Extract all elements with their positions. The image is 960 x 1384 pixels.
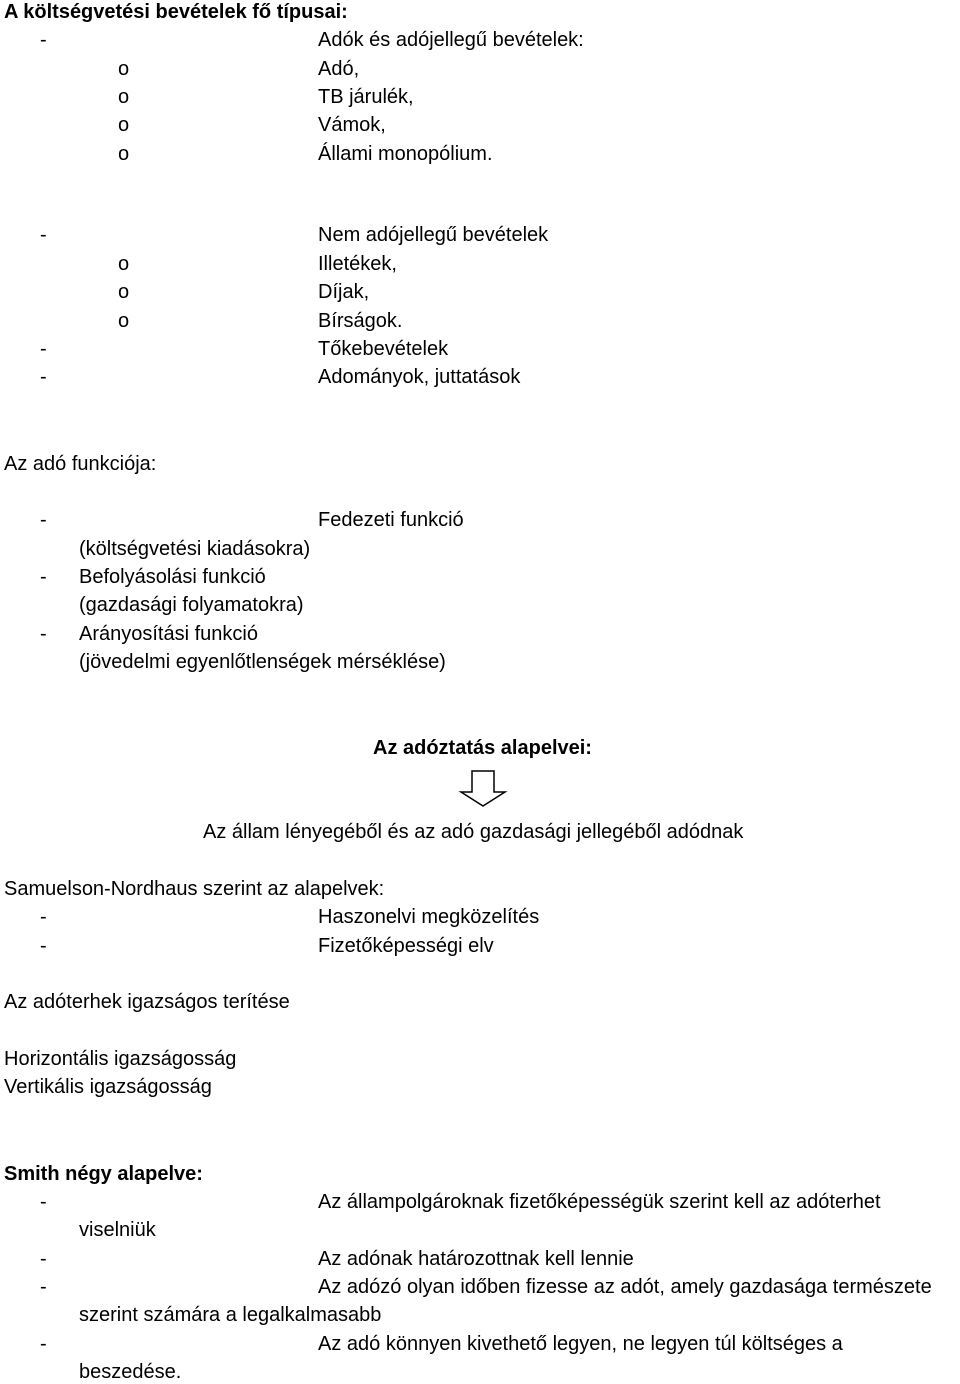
list-item-continuation: viselniük [79, 1219, 156, 1241]
list-item: Az adónak határozottnak kell lennie [318, 1248, 634, 1270]
list-item: Arányosítási funkció [79, 623, 258, 645]
horizontal-equity: Horizontális igazságosság [4, 1048, 237, 1070]
list-dash: - [40, 366, 47, 388]
list-bullet: o [118, 281, 130, 303]
list-item-note: (gazdasági folyamatokra) [79, 594, 304, 616]
list-item: Befolyásolási funkció [79, 566, 266, 588]
list-dash: - [40, 906, 47, 928]
samuelson-heading: Samuelson-Nordhaus szerint az alapelvek: [4, 878, 385, 900]
list-dash: - [40, 338, 47, 360]
list-item: Az adó könnyen kivethető legyen, ne legyen túl költséges a [318, 1333, 843, 1355]
principles-origin: Az állam lényegéből és az adó gazdasági jellegéből adódnak [203, 821, 744, 843]
list-item-note: (jövedelmi egyenlőtlenségek mérséklése) [79, 651, 446, 673]
list-dash: - [40, 1191, 47, 1213]
list-bullet: o [118, 86, 130, 108]
list-item: Díjak, [318, 281, 370, 303]
functions-heading: Az adó funkciója: [4, 453, 157, 475]
burden-heading: Az adóterhek igazságos terítése [4, 991, 290, 1013]
list-item-continuation: beszedése. [79, 1361, 182, 1383]
list-bullet: o [118, 310, 130, 332]
list-dash: - [40, 509, 47, 531]
list-dash: - [40, 1248, 47, 1270]
list-dash: - [40, 29, 47, 51]
list-dash: - [40, 935, 47, 957]
list-dash: - [40, 566, 47, 588]
list-bullet: o [118, 114, 130, 136]
list-item: Állami monopólium. [318, 143, 493, 165]
list-item: Fizetőképességi elv [318, 935, 494, 957]
list-item: TB járulék, [318, 86, 414, 108]
list-bullet: o [118, 253, 130, 275]
list-item: Vámok, [318, 114, 386, 136]
nontax-group-label: Nem adójellegű bevételek [318, 224, 549, 246]
list-bullet: o [118, 58, 130, 80]
list-dash: - [40, 1276, 47, 1298]
list-dash: - [40, 1333, 47, 1355]
list-item: Az állampolgároknak fizetőképességük szerint kell az adóterhet [318, 1191, 881, 1213]
tax-group-label: Adók és adójellegű bevételek: [318, 29, 584, 51]
down-arrow-icon [458, 770, 508, 808]
list-item: Bírságok. [318, 310, 403, 332]
list-dash: - [40, 224, 47, 246]
revenue-heading: A költségvetési bevételek fő típusai: [4, 1, 348, 23]
list-item-continuation: szerint számára a legalkalmasabb [79, 1304, 382, 1326]
list-item: Illetékek, [318, 253, 397, 275]
list-item: Fedezeti funkció [318, 509, 464, 531]
vertical-equity: Vertikális igazságosság [4, 1076, 212, 1098]
principles-heading: Az adóztatás alapelvei: [373, 737, 592, 759]
list-item-note: (költségvetési kiadásokra) [79, 538, 311, 560]
list-item: Az adózó olyan időben fizesse az adót, amely gazdasága természete [318, 1276, 932, 1298]
list-item: Adományok, juttatások [318, 366, 521, 388]
smith-heading: Smith négy alapelve: [4, 1163, 203, 1185]
list-item: Haszonelvi megközelítés [318, 906, 540, 928]
list-bullet: o [118, 143, 130, 165]
list-item: Adó, [318, 58, 360, 80]
list-item: Tőkebevételek [318, 338, 449, 360]
list-dash: - [40, 623, 47, 645]
